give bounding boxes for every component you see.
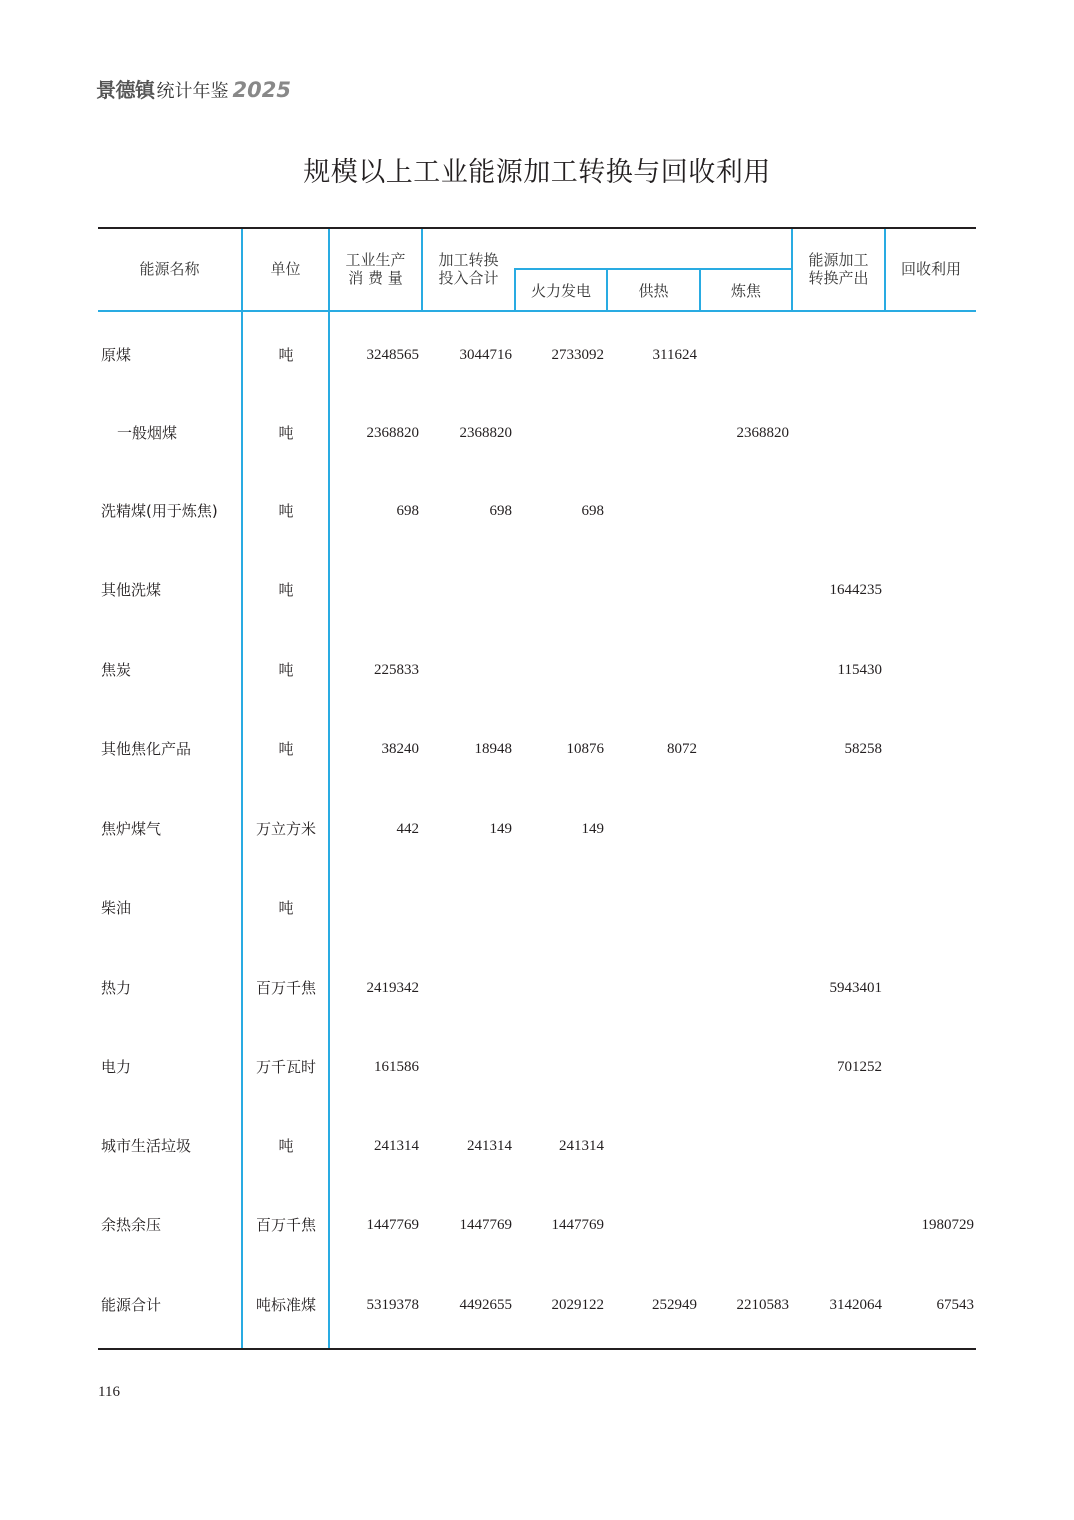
unit-cell: 吨标准煤 — [255, 1296, 316, 1314]
unit-cell: 吨 — [278, 899, 294, 917]
energy-table — [98, 227, 976, 1351]
recovery-cell — [884, 896, 974, 920]
thermal-cell — [514, 896, 604, 920]
header-bottom-rule — [98, 310, 976, 312]
coking-cell — [699, 1134, 789, 1158]
table-row — [98, 499, 976, 523]
heating-cell — [607, 976, 697, 1000]
thermal-cell — [514, 1055, 604, 1079]
book-year: 2025 — [232, 78, 291, 102]
coking-cell: 2368820 — [736, 425, 789, 441]
heating-cell — [607, 499, 697, 523]
unit-cell: 吨 — [278, 581, 294, 599]
energy-name: 洗精煤(用于炼焦) — [101, 502, 218, 520]
table-row — [98, 976, 976, 1000]
energy-name: 其他洗煤 — [101, 581, 162, 599]
table-row — [98, 343, 976, 367]
divider-after-name — [241, 229, 243, 1348]
coking-cell — [699, 343, 789, 367]
thermal-cell — [514, 658, 604, 682]
coking-cell — [699, 1213, 789, 1237]
consumption-cell: 2368820 — [366, 425, 419, 441]
coking-cell — [699, 896, 789, 920]
page-number: 116 — [98, 1384, 120, 1400]
recovery-cell: 1980729 — [921, 1217, 974, 1233]
heating-cell — [607, 421, 697, 445]
coking-cell — [699, 737, 789, 761]
heating-cell: 8072 — [667, 741, 697, 757]
col-header-consumption-line2: 消 费 量 — [348, 269, 403, 287]
table-row — [98, 1055, 976, 1079]
col-header-coking: 炼焦 — [730, 282, 761, 300]
output-cell: 58258 — [844, 741, 882, 757]
consumption-cell: 225833 — [374, 662, 419, 678]
output-cell — [792, 1213, 882, 1237]
output-cell: 1644235 — [829, 582, 882, 598]
recovery-cell — [884, 1134, 974, 1158]
thermal-cell: 241314 — [559, 1138, 604, 1154]
input-total-cell: 2368820 — [459, 425, 512, 441]
recovery-cell — [884, 737, 974, 761]
col-header-input-line1: 加工转换 — [438, 251, 499, 269]
energy-name: 其他焦化产品 — [101, 740, 192, 758]
energy-name: 余热余压 — [101, 1216, 162, 1234]
recovery-cell — [884, 578, 974, 602]
output-cell — [792, 1134, 882, 1158]
consumption-cell — [329, 896, 419, 920]
col-header-name: 能源名称 — [139, 260, 200, 278]
unit-cell: 万千瓦时 — [255, 1058, 316, 1076]
output-cell: 701252 — [837, 1059, 882, 1075]
consumption-cell: 2419342 — [366, 980, 419, 996]
output-cell — [792, 421, 882, 445]
heating-cell — [607, 1134, 697, 1158]
input-total-cell: 1447769 — [459, 1217, 512, 1233]
input-total-cell — [422, 976, 512, 1000]
book-subtitle: 统计年鉴 — [156, 81, 229, 102]
consumption-cell: 161586 — [374, 1059, 419, 1075]
input-total-cell — [422, 896, 512, 920]
input-total-cell: 18948 — [474, 741, 512, 757]
heating-cell — [607, 658, 697, 682]
table-bottom-rule — [98, 1348, 976, 1350]
thermal-cell: 2029122 — [551, 1297, 604, 1313]
energy-name: 焦炉煤气 — [101, 820, 162, 838]
table-row — [98, 1134, 976, 1158]
consumption-cell: 5319378 — [366, 1297, 419, 1313]
book-header — [96, 74, 291, 104]
thermal-cell: 149 — [581, 821, 604, 837]
output-cell — [792, 343, 882, 367]
unit-cell: 吨 — [278, 502, 294, 520]
coking-cell — [699, 976, 789, 1000]
recovery-cell — [884, 658, 974, 682]
coking-cell — [699, 499, 789, 523]
unit-cell: 百万千焦 — [255, 1216, 316, 1234]
input-total-cell — [422, 578, 512, 602]
col-header-unit: 单位 — [270, 260, 301, 278]
energy-name: 能源合计 — [101, 1296, 162, 1314]
input-total-cell: 4492655 — [459, 1297, 512, 1313]
thermal-cell — [514, 421, 604, 445]
unit-cell: 吨 — [278, 424, 294, 442]
col-header-recovery: 回收利用 — [900, 260, 961, 278]
book-brand: 景德镇 — [96, 78, 155, 102]
thermal-cell — [514, 976, 604, 1000]
table-row — [98, 658, 976, 682]
unit-cell: 吨 — [278, 740, 294, 758]
thermal-cell: 1447769 — [551, 1217, 604, 1233]
consumption-cell — [329, 578, 419, 602]
heating-cell — [607, 896, 697, 920]
consumption-cell: 442 — [396, 821, 419, 837]
recovery-cell — [884, 976, 974, 1000]
recovery-cell — [884, 421, 974, 445]
coking-cell: 2210583 — [736, 1297, 789, 1313]
unit-cell: 吨 — [278, 346, 294, 364]
col-header-output — [793, 251, 884, 287]
col-header-heating: 供热 — [638, 282, 669, 300]
output-cell: 5943401 — [829, 980, 882, 996]
col-header-input-line2: 投入合计 — [438, 269, 499, 287]
unit-cell: 万立方米 — [255, 820, 316, 838]
output-cell: 3142064 — [829, 1297, 882, 1313]
input-total-cell — [422, 658, 512, 682]
thermal-cell: 2733092 — [551, 347, 604, 363]
col-header-output-line1: 能源加工 — [808, 251, 869, 269]
energy-name: 热力 — [101, 979, 132, 997]
energy-name: 柴油 — [101, 899, 132, 917]
coking-cell — [699, 578, 789, 602]
consumption-cell: 3248565 — [366, 347, 419, 363]
recovery-cell — [884, 499, 974, 523]
energy-name: 原煤 — [101, 346, 132, 364]
heating-cell: 311624 — [652, 347, 697, 363]
col-header-output-line2: 转换产出 — [808, 269, 869, 287]
input-total-cell: 698 — [489, 503, 512, 519]
col-header-consumption — [330, 251, 421, 287]
col-header-input-total — [423, 251, 514, 287]
recovery-cell — [884, 1055, 974, 1079]
unit-cell: 百万千焦 — [255, 979, 316, 997]
output-cell — [792, 499, 882, 523]
col-header-thermal: 火力发电 — [530, 282, 591, 300]
unit-cell: 吨 — [278, 1137, 294, 1155]
thermal-cell: 698 — [581, 503, 604, 519]
table-row — [98, 421, 976, 445]
consumption-cell: 698 — [396, 503, 419, 519]
input-total-cell — [422, 1055, 512, 1079]
coking-cell — [699, 817, 789, 841]
table-row — [98, 896, 976, 920]
energy-name: 焦炭 — [101, 661, 132, 679]
divider-after-unit — [328, 229, 330, 1348]
thermal-cell: 10876 — [566, 741, 604, 757]
energy-name: 电力 — [101, 1058, 132, 1076]
table-row — [98, 1213, 976, 1237]
heating-cell — [607, 1213, 697, 1237]
consumption-cell: 1447769 — [366, 1217, 419, 1233]
table-top-rule — [98, 227, 976, 229]
subheader-rule — [514, 268, 793, 270]
page-title: 规模以上工业能源加工转换与回收利用 — [303, 157, 771, 188]
recovery-cell — [884, 817, 974, 841]
heating-cell — [607, 817, 697, 841]
consumption-cell: 241314 — [374, 1138, 419, 1154]
recovery-cell — [884, 343, 974, 367]
table-row-total — [98, 1293, 976, 1317]
coking-cell — [699, 658, 789, 682]
consumption-cell: 38240 — [381, 741, 419, 757]
input-total-cell: 241314 — [467, 1138, 512, 1154]
heating-cell: 252949 — [652, 1297, 697, 1313]
heating-cell — [607, 578, 697, 602]
coking-cell — [699, 1055, 789, 1079]
thermal-cell — [514, 578, 604, 602]
recovery-cell: 67543 — [936, 1297, 974, 1313]
output-cell — [792, 817, 882, 841]
table-row — [98, 737, 976, 761]
energy-name: 城市生活垃圾 — [101, 1137, 192, 1155]
table-row — [98, 817, 976, 841]
energy-name: 一般烟煤 — [117, 424, 178, 442]
input-total-cell: 3044716 — [459, 347, 512, 363]
unit-cell: 吨 — [278, 661, 294, 679]
output-cell — [792, 896, 882, 920]
heating-cell — [607, 1055, 697, 1079]
output-cell: 115430 — [837, 662, 882, 678]
table-row — [98, 578, 976, 602]
input-total-cell: 149 — [489, 821, 512, 837]
col-header-consumption-line1: 工业生产 — [345, 251, 406, 269]
